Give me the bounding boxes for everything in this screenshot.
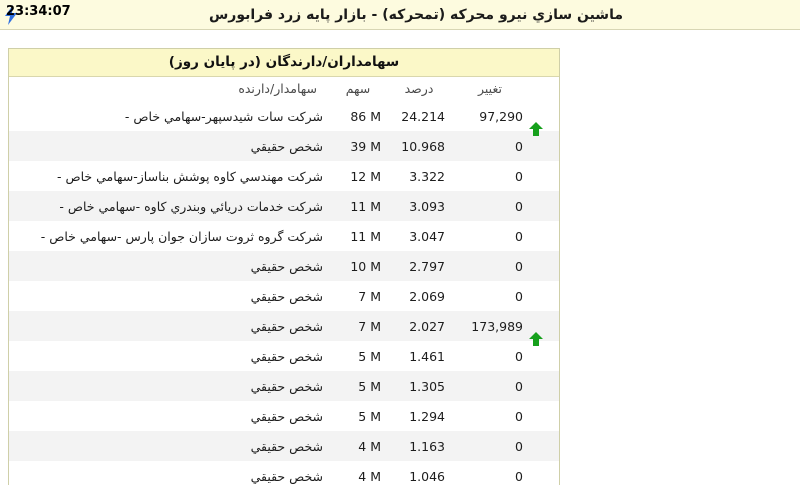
shareholders-table bbox=[9, 77, 559, 485]
table-row[interactable] bbox=[9, 221, 559, 251]
table-row[interactable] bbox=[9, 281, 559, 311]
cell-holder-name: شخص حقيقي bbox=[9, 251, 329, 281]
cell-change: 0 bbox=[451, 371, 529, 401]
column-header-percent: درصد bbox=[387, 77, 451, 101]
panel-title: سهامداران/دارندگان (در پايان روز) bbox=[9, 49, 559, 77]
cell-change: 0 bbox=[451, 431, 529, 461]
arrow-up-icon bbox=[529, 311, 559, 341]
cell-share: 12 M bbox=[329, 161, 387, 191]
cell-percent: 1.163 bbox=[387, 431, 451, 461]
cell-percent: 1.305 bbox=[387, 371, 451, 401]
shareholders-panel bbox=[8, 48, 560, 485]
cell-percent: 24.214 bbox=[387, 101, 451, 131]
cell-percent: 3.322 bbox=[387, 161, 451, 191]
cell-holder-name: شركت گروه ثروت سازان جوان پارس -سهامي خاص - bbox=[9, 221, 329, 251]
arrow-cell-empty bbox=[529, 371, 559, 401]
cell-change: 0 bbox=[451, 461, 529, 485]
table-row[interactable] bbox=[9, 191, 559, 221]
column-header-arrow bbox=[529, 77, 559, 101]
cell-percent: 1.046 bbox=[387, 461, 451, 485]
cell-change: 0 bbox=[451, 401, 529, 431]
cell-share: 11 M bbox=[329, 191, 387, 221]
cell-change: 0 bbox=[451, 251, 529, 281]
cell-change: 0 bbox=[451, 161, 529, 191]
cell-change: 0 bbox=[451, 281, 529, 311]
cell-holder-name: شخص حقيقي bbox=[9, 341, 329, 371]
cell-holder-name: شركت خدمات دريائي وبندري كاوه -سهامي خاص - bbox=[9, 191, 329, 221]
cell-share: 5 M bbox=[329, 401, 387, 431]
arrow-cell-empty bbox=[529, 251, 559, 281]
clock-label: 23:34:07 bbox=[6, 4, 71, 19]
cell-change: 0 bbox=[451, 131, 529, 161]
cell-holder-name: شركت سات شيدسپهر-سهامي خاص - bbox=[9, 101, 329, 131]
cell-percent: 2.069 bbox=[387, 281, 451, 311]
table-row[interactable] bbox=[9, 101, 559, 131]
table-row[interactable] bbox=[9, 341, 559, 371]
cell-share: 7 M bbox=[329, 281, 387, 311]
table-header-row bbox=[9, 77, 559, 101]
cell-percent: 2.027 bbox=[387, 311, 451, 341]
cell-holder-name: شخص حقيقي bbox=[9, 131, 329, 161]
column-header-change: تغيير bbox=[451, 77, 529, 101]
cell-percent: 1.294 bbox=[387, 401, 451, 431]
cell-change: 0 bbox=[451, 221, 529, 251]
table-row[interactable] bbox=[9, 131, 559, 161]
cell-share: 4 M bbox=[329, 431, 387, 461]
column-header-name: سهامدار/دارنده bbox=[9, 77, 329, 101]
cell-holder-name: شركت مهندسي كاوه پوشش بناساز-سهامي خاص - bbox=[9, 161, 329, 191]
cell-percent: 3.093 bbox=[387, 191, 451, 221]
cell-holder-name: شخص حقيقي bbox=[9, 401, 329, 431]
cell-holder-name: شخص حقيقي bbox=[9, 311, 329, 341]
table-row[interactable] bbox=[9, 431, 559, 461]
arrow-cell-empty bbox=[529, 461, 559, 485]
cell-holder-name: شخص حقيقي bbox=[9, 281, 329, 311]
table-row[interactable] bbox=[9, 161, 559, 191]
cell-share: 4 M bbox=[329, 461, 387, 485]
cell-percent: 1.461 bbox=[387, 341, 451, 371]
cell-percent: 3.047 bbox=[387, 221, 451, 251]
cell-change: 0 bbox=[451, 191, 529, 221]
top-bar bbox=[0, 0, 800, 30]
table-row[interactable] bbox=[9, 461, 559, 485]
cell-percent: 2.797 bbox=[387, 251, 451, 281]
cell-share: 11 M bbox=[329, 221, 387, 251]
cell-share: 5 M bbox=[329, 371, 387, 401]
cell-share: 10 M bbox=[329, 251, 387, 281]
cell-share: 5 M bbox=[329, 341, 387, 371]
cell-holder-name: شخص حقيقي bbox=[9, 371, 329, 401]
cell-share: 39 M bbox=[329, 131, 387, 161]
arrow-up-icon bbox=[529, 101, 559, 131]
cell-share: 7 M bbox=[329, 311, 387, 341]
table-row[interactable] bbox=[9, 401, 559, 431]
cell-share: 86 M bbox=[329, 101, 387, 131]
table-row[interactable] bbox=[9, 251, 559, 281]
arrow-cell-empty bbox=[529, 191, 559, 221]
arrow-cell-empty bbox=[529, 281, 559, 311]
instrument-title: ماشين سازي نيرو محركه (تمحركه) - بازار پايه زرد فرابورس bbox=[208, 6, 624, 23]
cell-holder-name: شخص حقيقي bbox=[9, 431, 329, 461]
table-row[interactable] bbox=[9, 371, 559, 401]
table-body bbox=[9, 101, 559, 485]
cell-change: 97,290 bbox=[451, 101, 529, 131]
arrow-cell-empty bbox=[529, 401, 559, 431]
arrow-cell-empty bbox=[529, 221, 559, 251]
cell-change: 0 bbox=[451, 341, 529, 371]
arrow-cell-empty bbox=[529, 161, 559, 191]
column-header-share: سهم bbox=[329, 77, 387, 101]
cell-holder-name: شخص حقيقي bbox=[9, 461, 329, 485]
cell-percent: 10.968 bbox=[387, 131, 451, 161]
table-row[interactable] bbox=[9, 311, 559, 341]
arrow-cell-empty bbox=[529, 431, 559, 461]
cell-change: 173,989 bbox=[451, 311, 529, 341]
